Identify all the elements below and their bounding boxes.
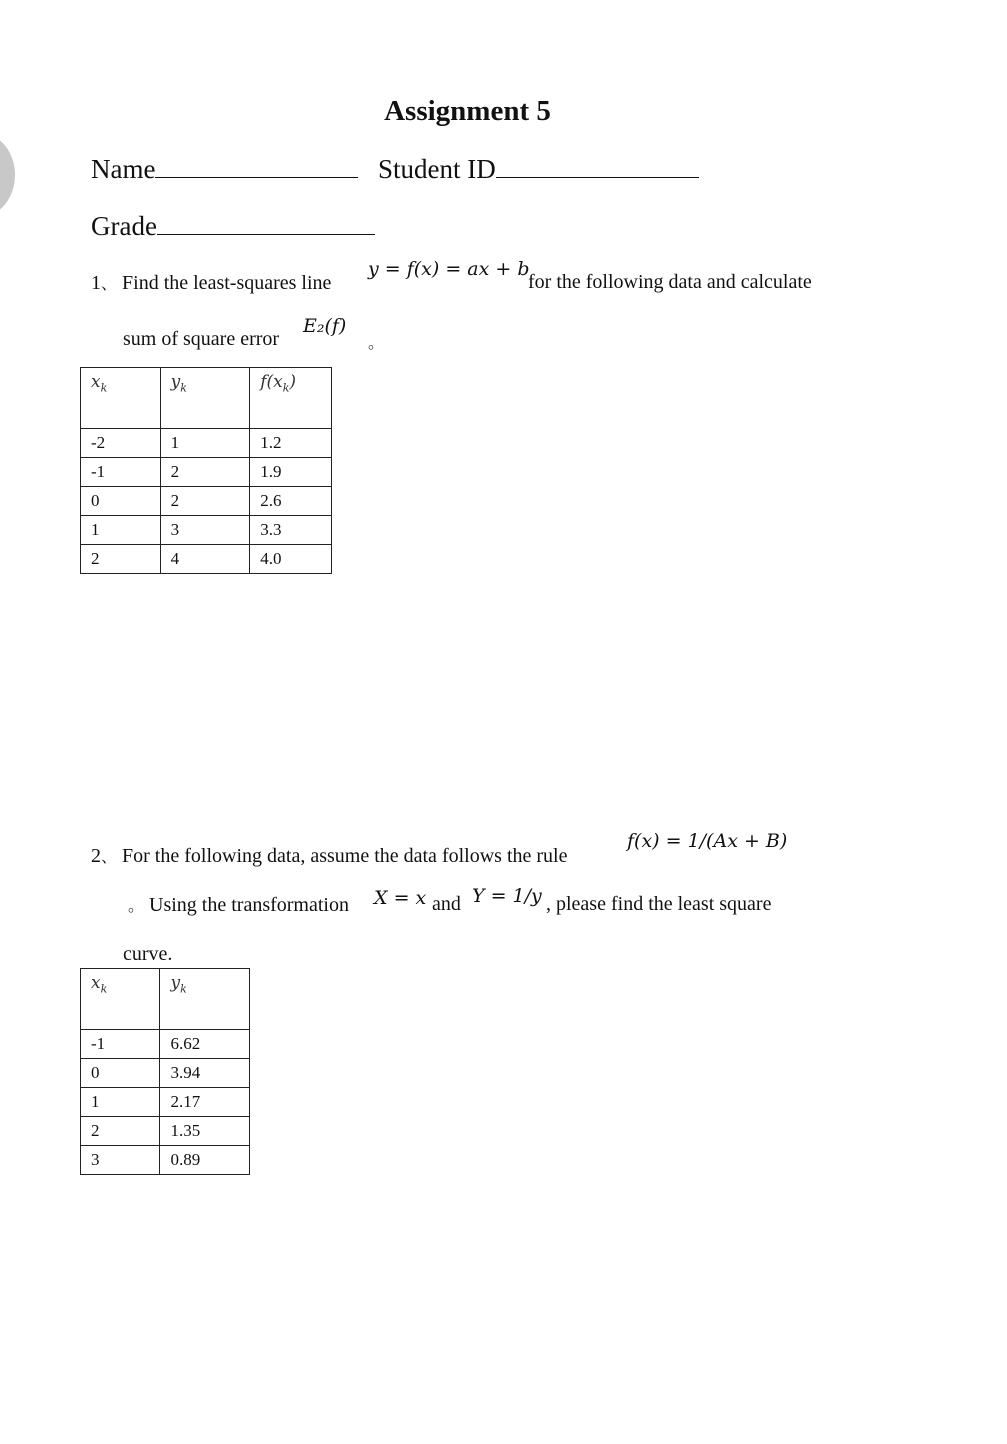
q2-mark: 、 [101,849,118,866]
grade-blank[interactable] [157,212,375,235]
grade-field [91,211,375,242]
q2-table-header-row [81,969,250,1030]
q2-header-xk: $x_k$ [81,969,160,1030]
table-row [81,1088,250,1117]
table-cell: 6.62 [160,1030,250,1059]
table-cell: 2 [160,458,250,487]
table-cell: 0.89 [160,1146,250,1175]
table-row [81,487,332,516]
q2-and-text: and [432,893,461,915]
table-row [81,516,332,545]
table-cell: 4 [160,545,250,574]
grade-label: Grade [91,211,157,241]
table-row [81,458,332,487]
q1-text-a: Find the least-squares line [122,272,332,294]
q2-text-b: Using the transformation [149,894,349,916]
name-field [91,154,358,185]
q1-header-yk: $y_k$ [160,368,250,429]
q2-text-d: curve. [123,943,173,965]
q2-transform-x: X = x [374,887,427,909]
q1-line1 [91,271,331,295]
table-cell: 0 [81,1059,160,1088]
q1-header-fxk: $f(x_k)$ [250,368,332,429]
table-cell: -1 [81,458,161,487]
name-label: Name [91,154,156,184]
table-cell: 2.6 [250,487,332,516]
table-cell: 2 [160,487,250,516]
table-row [81,545,332,574]
table-cell: 1 [81,516,161,545]
name-blank[interactable] [155,155,358,178]
table-cell: 2.17 [160,1088,250,1117]
edge-scroll-thumb [0,133,15,217]
table-cell: 3.94 [160,1059,250,1088]
q2-bullet: 。 [128,898,145,915]
table-cell: -2 [81,429,161,458]
table-cell: 3 [160,516,250,545]
q2-text-a: For the following data, assume the data follows the rule [122,845,568,867]
table-cell: -1 [81,1030,160,1059]
table-cell: 1.2 [250,429,332,458]
q1-table-header-row [81,368,332,429]
q2-text-c: , please find the least square [546,893,772,915]
student-id-field [378,154,699,185]
table-cell: 3.3 [250,516,332,545]
q2-formula: f(x) = 1/(Ax + B) [627,830,788,852]
q2-table [80,968,250,1175]
table-row [81,1030,250,1059]
q2-header-yk: $y_k$ [160,969,250,1030]
q1-table [80,367,332,574]
q1-mark: 、 [101,276,118,293]
q1-end-mark: 。 [368,335,385,352]
table-cell: 4.0 [250,545,332,574]
table-cell: 1.35 [160,1117,250,1146]
q1-text-b: for the following data and calculate [528,271,812,293]
q1-text-c: sum of square error [123,328,280,350]
table-cell: 2 [81,545,161,574]
page-title: Assignment 5 [384,95,551,127]
table-cell: 1 [81,1088,160,1117]
table-cell: 0 [81,487,161,516]
table-row [81,1117,250,1146]
table-row [81,1146,250,1175]
q1-formula: y = f(x) = ax + b [368,258,530,280]
q1-error-symbol: E₂(f) [303,315,347,337]
table-cell: 1.9 [250,458,332,487]
q2-line2 [128,893,349,917]
q2-number: 2 [91,845,101,867]
table-cell: 3 [81,1146,160,1175]
q2-line1 [91,844,567,868]
table-row [81,1059,250,1088]
table-cell: 1 [160,429,250,458]
student-id-label: Student ID [378,154,496,184]
q1-number: 1 [91,272,101,294]
table-row [81,429,332,458]
student-id-blank[interactable] [496,155,699,178]
q2-transform-y: Y = 1/y [472,885,542,907]
q1-header-xk: $x_k$ [81,368,161,429]
table-cell: 2 [81,1117,160,1146]
